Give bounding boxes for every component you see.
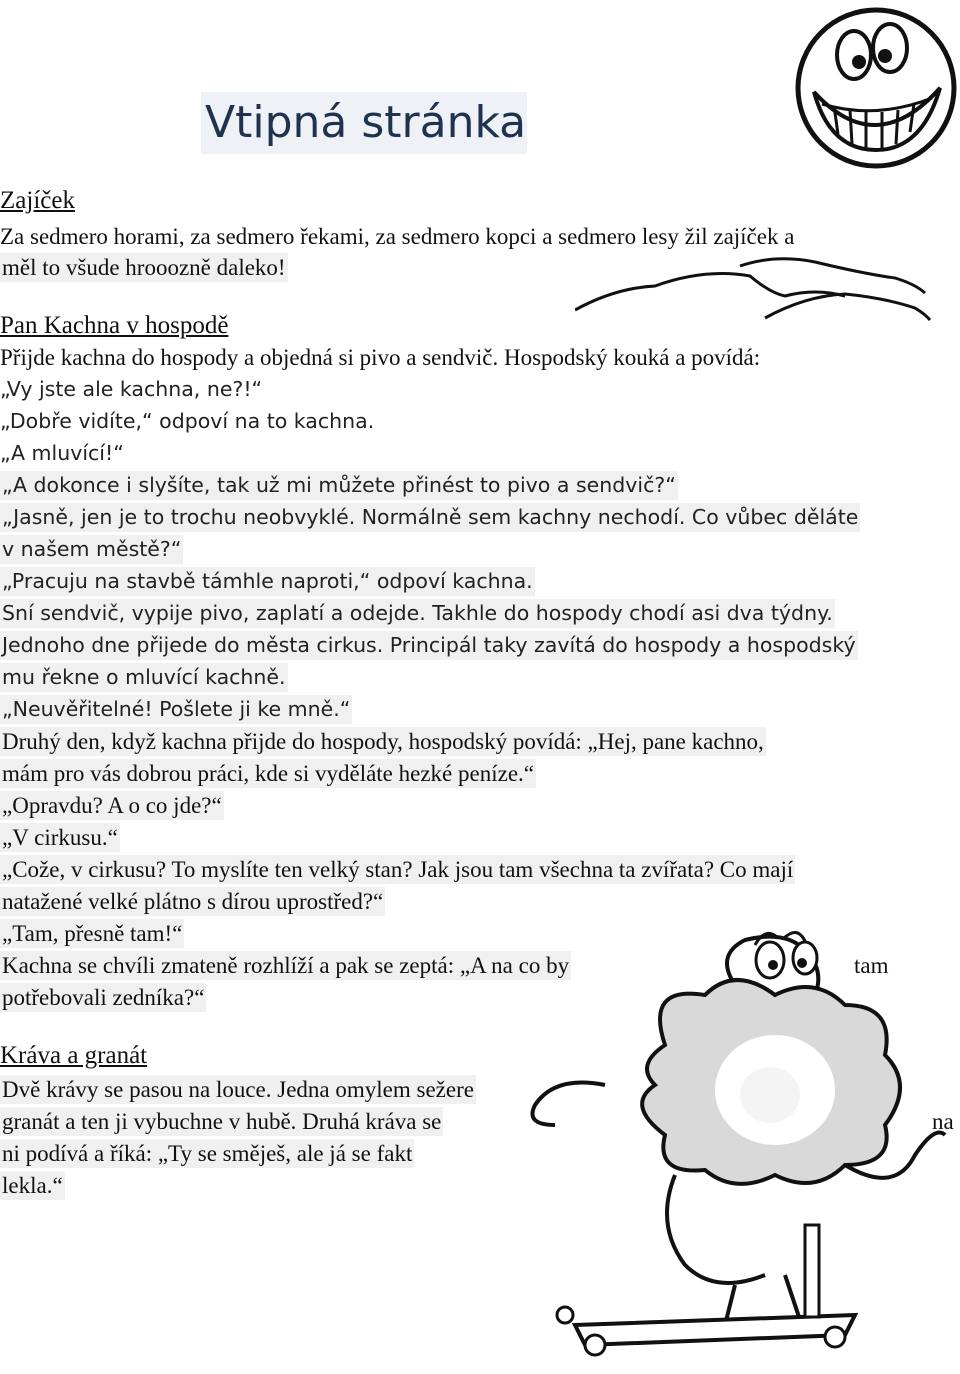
section-heading-kachna: Pan Kachna v hospodě [0,312,229,339]
text-line: v našem městě?“ [0,535,183,564]
text-line: Přijde kachna do hospody a objedná si pivo a sendvič. Hospodský kouká a povídá: [0,345,761,370]
text-line: Dvě krávy se pasou na louce. Jedna omylem sežere [2,1077,474,1102]
text-line: „Dobře vidíte,“ odpoví na to kachna. [0,409,375,433]
text-line: „Vy jste ale kachna, ne?!“ [0,377,263,401]
text-line: mám pro vás dobrou práci, kde si vyděláte hezké peníze.“ [2,761,534,786]
text-line: „A mluvící!“ [0,441,124,465]
text-line: „Opravdu? A o co jde?“ [2,793,222,818]
text-line: „Pracuju na stavbě támhle naproti,“ odpoví kachna. [0,567,535,596]
page-title: Vtipná stránka [201,92,527,154]
text-line: „V cirkusu.“ [2,825,118,850]
text-line: granát a ten ji vybuchne v hubě. Druhá kráva se [2,1109,442,1134]
text-line: lekla.“ [2,1173,63,1198]
text-line: „Neuvěřitelné! Pošlete ji ke mně.“ [0,695,352,724]
text-line: „Jasně, jen je to trochu neobvyklé. Normálně sem kachny nechodí. Co vůbec děláte [0,503,860,532]
text-line: mu řekne o mluvící kachně. [0,663,288,692]
text-line: „A dokonce i slyšíte, tak už mi můžete přinést to pivo a sendvič?“ [0,471,678,500]
text-line: na [932,1109,954,1134]
text-line: potřebovali zedníka?“ [2,985,205,1010]
text-line: Druhý den, když kachna přijde do hospody, hospodský povídá: „Hej, pane kachno, [2,729,764,754]
section-heading-krava: Kráva a granát [0,1042,148,1069]
text-line: natažené velké plátno s dírou uprostřed?“ [2,889,384,914]
text-line: Jednoho dne přijede do města cirkus. Principál taky zavítá do hospody a hospodský [0,631,858,660]
section-heading-zajicek: Zajíček [0,187,75,214]
hills-drawing [575,248,935,338]
text-line: tam [854,953,889,978]
text-line: Za sedmero horami, za sedmero řekami, za sedmero kopci a sedmero lesy žil zajíček a [0,224,795,249]
text-line: ni podívá a říká: „Ty se směješ, ale já se fakt [2,1141,413,1166]
text-line: Sní sendvič, vypije pivo, zaplatí a odejde. Takhle do hospody chodí asi dva týdny. [0,599,835,628]
text-line: Kachna se chvíli zmateně rozhlíží a pak se zeptá: „A na co by [2,953,570,978]
exploding-duck-drawing [515,925,960,1374]
smiley-face-icon [772,0,960,190]
text-line: měl to všude hrooozně daleko! [2,255,286,280]
text-line: „Tam, přesně tam!“ [2,921,183,946]
text-line: „Cože, v cirkusu? To myslíte ten velký stan? Jak jsou tam všechna ta zvířata? Co mají [2,857,794,882]
